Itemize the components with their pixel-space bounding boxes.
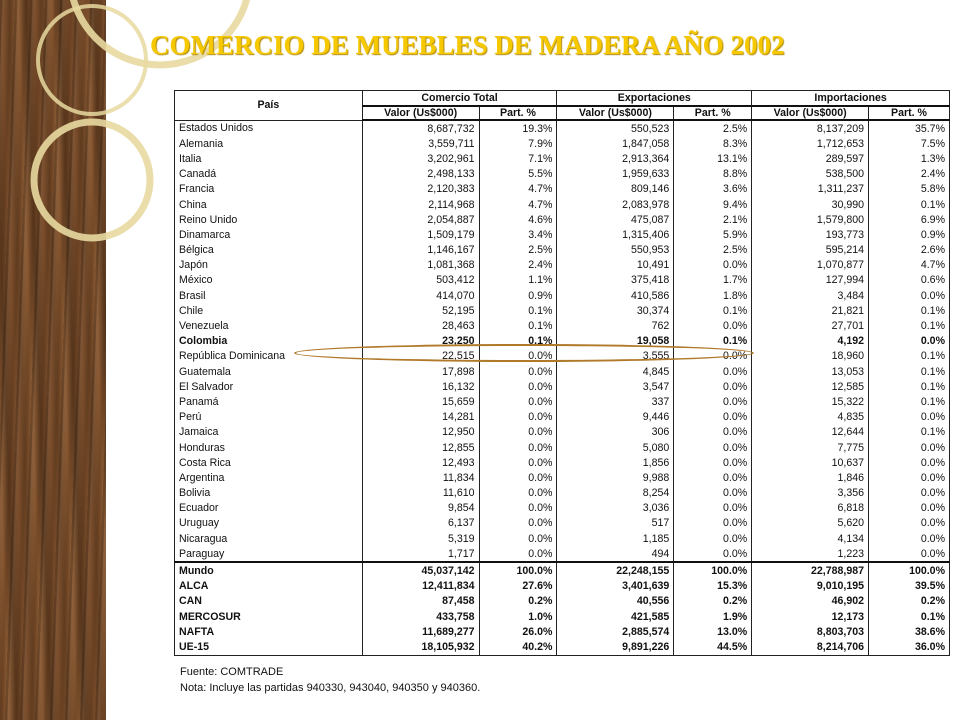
row-imp-valor: 1,311,237	[752, 182, 869, 197]
row-exp-part: 13.0%	[674, 624, 752, 639]
row-pais: Honduras	[175, 440, 363, 455]
row-imp-valor: 8,214,706	[752, 639, 869, 655]
row-imp-part: 0.1%	[869, 379, 950, 394]
row-total-valor: 18,105,932	[362, 639, 479, 655]
row-pais: Nicaragua	[175, 531, 363, 546]
row-exp-valor: 5,080	[557, 440, 674, 455]
row-exp-part: 44.5%	[674, 639, 752, 655]
row-exp-part: 0.0%	[674, 501, 752, 516]
row-exp-part: 8.8%	[674, 167, 752, 182]
row-total-part: 19.3%	[479, 120, 557, 136]
row-imp-valor: 30,990	[752, 197, 869, 212]
row-total-valor: 22,515	[362, 349, 479, 364]
subheader-exp-part: Part. %	[674, 106, 752, 120]
row-exp-valor: 3,555	[557, 349, 674, 364]
row-imp-part: 1.3%	[869, 151, 950, 166]
row-exp-valor: 550,953	[557, 243, 674, 258]
row-pais: Ecuador	[175, 501, 363, 516]
row-total-valor: 1,717	[362, 546, 479, 562]
row-pais: Francia	[175, 182, 363, 197]
row-total-part: 0.0%	[479, 470, 557, 485]
row-exp-part: 0.0%	[674, 546, 752, 562]
table-row	[175, 546, 950, 562]
row-exp-part: 15.3%	[674, 579, 752, 594]
row-total-part: 0.0%	[479, 394, 557, 409]
row-total-valor: 503,412	[362, 273, 479, 288]
row-total-valor: 2,120,383	[362, 182, 479, 197]
subheader-total-part: Part. %	[479, 106, 557, 120]
row-imp-valor: 12,173	[752, 609, 869, 624]
row-exp-valor: 8,254	[557, 486, 674, 501]
row-exp-part: 0.0%	[674, 364, 752, 379]
row-pais: Guatemala	[175, 364, 363, 379]
row-total-valor: 1,509,179	[362, 227, 479, 242]
row-imp-valor: 22,788,987	[752, 562, 869, 578]
row-imp-valor: 15,322	[752, 394, 869, 409]
row-total-valor: 6,137	[362, 516, 479, 531]
row-total-valor: 1,146,167	[362, 243, 479, 258]
row-exp-valor: 2,913,364	[557, 151, 674, 166]
table-row	[175, 470, 950, 485]
row-imp-part: 0.1%	[869, 364, 950, 379]
row-pais: CAN	[175, 594, 363, 609]
row-exp-valor: 809,146	[557, 182, 674, 197]
row-exp-valor: 475,087	[557, 212, 674, 227]
row-imp-valor: 8,137,209	[752, 120, 869, 136]
row-exp-part: 0.0%	[674, 394, 752, 409]
row-pais: Dinamarca	[175, 227, 363, 242]
row-total-part: 0.0%	[479, 501, 557, 516]
row-pais: Japón	[175, 258, 363, 273]
row-total-part: 0.9%	[479, 288, 557, 303]
table-row	[175, 579, 950, 594]
row-exp-valor: 22,248,155	[557, 562, 674, 578]
row-total-part: 2.4%	[479, 258, 557, 273]
row-imp-part: 0.0%	[869, 334, 950, 349]
row-exp-valor: 9,891,226	[557, 639, 674, 655]
row-pais: Brasil	[175, 288, 363, 303]
row-pais: Chile	[175, 303, 363, 318]
row-total-valor: 5,319	[362, 531, 479, 546]
table-row	[175, 486, 950, 501]
row-exp-valor: 40,556	[557, 594, 674, 609]
row-imp-valor: 4,835	[752, 410, 869, 425]
row-imp-part: 100.0%	[869, 562, 950, 578]
row-total-part: 1.0%	[479, 609, 557, 624]
row-total-valor: 3,202,961	[362, 151, 479, 166]
table-row	[175, 243, 950, 258]
row-imp-valor: 127,994	[752, 273, 869, 288]
row-pais: MERCOSUR	[175, 609, 363, 624]
row-exp-valor: 3,401,639	[557, 579, 674, 594]
row-imp-part: 0.1%	[869, 349, 950, 364]
subheader-total-valor: Valor (Us$000)	[362, 106, 479, 120]
row-pais: Bélgica	[175, 243, 363, 258]
row-imp-valor: 9,010,195	[752, 579, 869, 594]
row-imp-part: 0.0%	[869, 546, 950, 562]
row-imp-part: 6.9%	[869, 212, 950, 227]
row-imp-valor: 538,500	[752, 167, 869, 182]
row-total-part: 26.0%	[479, 624, 557, 639]
row-pais: Bolivia	[175, 486, 363, 501]
row-pais: Alemania	[175, 136, 363, 151]
row-exp-part: 1.9%	[674, 609, 752, 624]
row-exp-valor: 550,523	[557, 120, 674, 136]
row-total-part: 0.1%	[479, 318, 557, 333]
row-exp-valor: 2,083,978	[557, 197, 674, 212]
table-row	[175, 258, 950, 273]
table-row	[175, 379, 950, 394]
row-imp-valor: 7,775	[752, 440, 869, 455]
table-row	[175, 455, 950, 470]
row-pais: Mundo	[175, 562, 363, 578]
row-total-valor: 8,687,732	[362, 120, 479, 136]
row-total-part: 0.0%	[479, 379, 557, 394]
row-imp-part: 0.0%	[869, 470, 950, 485]
row-imp-part: 2.6%	[869, 243, 950, 258]
table-row	[175, 516, 950, 531]
row-total-part: 4.7%	[479, 197, 557, 212]
row-total-valor: 1,081,368	[362, 258, 479, 273]
row-total-valor: 12,411,834	[362, 579, 479, 594]
row-pais: Venezuela	[175, 318, 363, 333]
row-total-part: 4.6%	[479, 212, 557, 227]
row-total-valor: 45,037,142	[362, 562, 479, 578]
row-imp-valor: 595,214	[752, 243, 869, 258]
row-exp-part: 0.0%	[674, 455, 752, 470]
row-imp-valor: 13,053	[752, 364, 869, 379]
row-total-part: 4.7%	[479, 182, 557, 197]
row-exp-part: 0.0%	[674, 470, 752, 485]
row-exp-part: 0.1%	[674, 334, 752, 349]
row-total-part: 7.9%	[479, 136, 557, 151]
table-row	[175, 410, 950, 425]
row-total-valor: 12,950	[362, 425, 479, 440]
row-total-part: 40.2%	[479, 639, 557, 655]
row-pais: ALCA	[175, 579, 363, 594]
table-row	[175, 531, 950, 546]
row-imp-part: 0.1%	[869, 394, 950, 409]
table-row	[175, 273, 950, 288]
row-pais: China	[175, 197, 363, 212]
row-exp-valor: 410,586	[557, 288, 674, 303]
row-imp-valor: 1,223	[752, 546, 869, 562]
table-row	[175, 303, 950, 318]
row-exp-part: 100.0%	[674, 562, 752, 578]
row-total-part: 27.6%	[479, 579, 557, 594]
row-exp-valor: 3,547	[557, 379, 674, 394]
row-exp-part: 2.1%	[674, 212, 752, 227]
row-total-part: 0.1%	[479, 334, 557, 349]
table-row	[175, 318, 950, 333]
row-exp-valor: 9,988	[557, 470, 674, 485]
table-row	[175, 227, 950, 242]
row-imp-valor: 27,701	[752, 318, 869, 333]
row-total-part: 3.4%	[479, 227, 557, 242]
row-pais: El Salvador	[175, 379, 363, 394]
row-pais: Panamá	[175, 394, 363, 409]
row-total-part: 0.0%	[479, 425, 557, 440]
row-exp-part: 0.0%	[674, 486, 752, 501]
row-exp-part: 8.3%	[674, 136, 752, 151]
row-total-valor: 433,758	[362, 609, 479, 624]
row-total-valor: 15,659	[362, 394, 479, 409]
row-pais: Italia	[175, 151, 363, 166]
row-imp-valor: 12,644	[752, 425, 869, 440]
row-exp-valor: 375,418	[557, 273, 674, 288]
table-row	[175, 120, 950, 136]
row-total-part: 1.1%	[479, 273, 557, 288]
row-exp-valor: 762	[557, 318, 674, 333]
row-imp-valor: 1,070,877	[752, 258, 869, 273]
header-importaciones: Importaciones	[752, 91, 950, 107]
table-row	[175, 151, 950, 166]
table-row	[175, 609, 950, 624]
row-imp-valor: 5,620	[752, 516, 869, 531]
table-row	[175, 440, 950, 455]
table-row	[175, 425, 950, 440]
trade-table	[174, 90, 950, 656]
row-total-part: 0.1%	[479, 303, 557, 318]
row-imp-part: 7.5%	[869, 136, 950, 151]
row-imp-part: 0.1%	[869, 318, 950, 333]
row-pais: NAFTA	[175, 624, 363, 639]
table-body	[175, 120, 950, 655]
row-exp-valor: 1,959,633	[557, 167, 674, 182]
row-total-valor: 11,610	[362, 486, 479, 501]
row-imp-valor: 4,192	[752, 334, 869, 349]
row-exp-valor: 19,058	[557, 334, 674, 349]
slide-title: COMERCIO DE MUEBLES DE MADERA AÑO 2002	[150, 30, 785, 60]
row-total-part: 0.0%	[479, 486, 557, 501]
row-imp-part: 0.0%	[869, 531, 950, 546]
decorative-ring-small	[34, 122, 150, 238]
row-pais: Jamaica	[175, 425, 363, 440]
row-imp-valor: 1,579,800	[752, 212, 869, 227]
subheader-exp-valor: Valor (Us$000)	[557, 106, 674, 120]
row-imp-part: 0.1%	[869, 609, 950, 624]
row-exp-part: 0.0%	[674, 425, 752, 440]
row-exp-valor: 3,036	[557, 501, 674, 516]
row-imp-valor: 10,637	[752, 455, 869, 470]
row-pais: Uruguay	[175, 516, 363, 531]
row-imp-valor: 46,902	[752, 594, 869, 609]
row-imp-valor: 8,803,703	[752, 624, 869, 639]
table-row	[175, 639, 950, 655]
row-imp-part: 0.9%	[869, 227, 950, 242]
row-imp-part: 2.4%	[869, 167, 950, 182]
row-total-valor: 2,114,968	[362, 197, 479, 212]
row-pais: Canadá	[175, 167, 363, 182]
row-exp-valor: 1,856	[557, 455, 674, 470]
row-imp-part: 0.0%	[869, 288, 950, 303]
row-total-valor: 52,195	[362, 303, 479, 318]
row-pais: Argentina	[175, 470, 363, 485]
row-total-valor: 87,458	[362, 594, 479, 609]
row-exp-part: 0.1%	[674, 303, 752, 318]
row-imp-valor: 3,356	[752, 486, 869, 501]
row-total-valor: 2,054,887	[362, 212, 479, 227]
row-imp-part: 0.2%	[869, 594, 950, 609]
row-imp-valor: 18,960	[752, 349, 869, 364]
table-row	[175, 624, 950, 639]
row-imp-part: 0.6%	[869, 273, 950, 288]
row-pais: Perú	[175, 410, 363, 425]
row-imp-part: 0.0%	[869, 516, 950, 531]
table-row	[175, 136, 950, 151]
header-pais: País	[175, 91, 363, 121]
row-exp-part: 0.0%	[674, 410, 752, 425]
row-imp-part: 5.8%	[869, 182, 950, 197]
row-imp-valor: 6,818	[752, 501, 869, 516]
row-total-valor: 14,281	[362, 410, 479, 425]
row-exp-valor: 1,847,058	[557, 136, 674, 151]
row-total-part: 0.0%	[479, 364, 557, 379]
row-total-valor: 414,070	[362, 288, 479, 303]
row-total-part: 0.2%	[479, 594, 557, 609]
row-total-valor: 2,498,133	[362, 167, 479, 182]
subheader-imp-part: Part. %	[869, 106, 950, 120]
row-total-part: 0.0%	[479, 440, 557, 455]
row-imp-valor: 4,134	[752, 531, 869, 546]
row-exp-part: 1.8%	[674, 288, 752, 303]
row-imp-valor: 12,585	[752, 379, 869, 394]
row-exp-valor: 421,585	[557, 609, 674, 624]
row-total-valor: 3,559,711	[362, 136, 479, 151]
row-exp-part: 2.5%	[674, 243, 752, 258]
row-exp-valor: 4,845	[557, 364, 674, 379]
row-total-valor: 9,854	[362, 501, 479, 516]
row-total-part: 0.0%	[479, 546, 557, 562]
row-exp-valor: 10,491	[557, 258, 674, 273]
row-exp-part: 5.9%	[674, 227, 752, 242]
table-row	[175, 212, 950, 227]
row-imp-part: 0.1%	[869, 197, 950, 212]
row-exp-part: 0.0%	[674, 379, 752, 394]
colombia-highlight-ellipse	[294, 344, 754, 362]
row-pais: Colombia	[175, 334, 363, 349]
row-exp-part: 0.2%	[674, 594, 752, 609]
table-row	[175, 501, 950, 516]
row-total-part: 0.0%	[479, 349, 557, 364]
row-total-part: 0.0%	[479, 455, 557, 470]
row-exp-valor: 30,374	[557, 303, 674, 318]
row-exp-valor: 517	[557, 516, 674, 531]
source-note: Fuente: COMTRADE	[180, 666, 284, 678]
table-row	[175, 288, 950, 303]
row-exp-valor: 2,885,574	[557, 624, 674, 639]
row-exp-part: 2.5%	[674, 120, 752, 136]
table-row	[175, 594, 950, 609]
header-comercio-total: Comercio Total	[362, 91, 557, 107]
row-exp-part: 0.0%	[674, 531, 752, 546]
row-pais: Reino Unido	[175, 212, 363, 227]
row-pais: UE-15	[175, 639, 363, 655]
row-exp-part: 0.0%	[674, 318, 752, 333]
row-total-part: 7.1%	[479, 151, 557, 166]
row-total-valor: 28,463	[362, 318, 479, 333]
row-total-part: 0.0%	[479, 410, 557, 425]
row-exp-part: 0.0%	[674, 349, 752, 364]
row-total-part: 2.5%	[479, 243, 557, 258]
row-imp-valor: 289,597	[752, 151, 869, 166]
table-row	[175, 182, 950, 197]
row-total-valor: 17,898	[362, 364, 479, 379]
row-total-valor: 11,834	[362, 470, 479, 485]
row-total-valor: 11,689,277	[362, 624, 479, 639]
row-pais: República Dominicana	[175, 349, 363, 364]
table-row	[175, 394, 950, 409]
row-imp-valor: 1,846	[752, 470, 869, 485]
table-row	[175, 562, 950, 578]
row-exp-part: 0.0%	[674, 516, 752, 531]
row-imp-part: 0.1%	[869, 303, 950, 318]
row-imp-valor: 1,712,653	[752, 136, 869, 151]
row-pais: Estados Unidos	[175, 120, 363, 136]
row-total-part: 0.0%	[479, 531, 557, 546]
row-total-valor: 12,493	[362, 455, 479, 470]
row-exp-part: 0.0%	[674, 258, 752, 273]
row-exp-valor: 1,315,406	[557, 227, 674, 242]
row-total-valor: 23,250	[362, 334, 479, 349]
row-imp-part: 35.7%	[869, 120, 950, 136]
table-row	[175, 167, 950, 182]
table-row	[175, 197, 950, 212]
row-exp-part: 3.6%	[674, 182, 752, 197]
row-imp-part: 0.0%	[869, 501, 950, 516]
footnote: Nota: Incluye las partidas 940330, 943040, 940350 y 940360.	[180, 682, 481, 694]
row-exp-part: 0.0%	[674, 440, 752, 455]
row-pais: México	[175, 273, 363, 288]
row-exp-valor: 306	[557, 425, 674, 440]
row-total-valor: 16,132	[362, 379, 479, 394]
row-imp-part: 0.0%	[869, 455, 950, 470]
row-imp-part: 0.0%	[869, 486, 950, 501]
subheader-imp-valor: Valor (Us$000)	[752, 106, 869, 120]
row-imp-valor: 3,484	[752, 288, 869, 303]
table-row	[175, 364, 950, 379]
row-exp-valor: 494	[557, 546, 674, 562]
row-imp-part: 36.0%	[869, 639, 950, 655]
row-total-part: 0.0%	[479, 516, 557, 531]
row-total-part: 100.0%	[479, 562, 557, 578]
row-imp-part: 0.1%	[869, 425, 950, 440]
row-exp-valor: 1,185	[557, 531, 674, 546]
row-imp-part: 4.7%	[869, 258, 950, 273]
row-exp-valor: 9,446	[557, 410, 674, 425]
row-total-part: 5.5%	[479, 167, 557, 182]
row-pais: Paraguay	[175, 546, 363, 562]
row-imp-part: 38.6%	[869, 624, 950, 639]
row-imp-valor: 193,773	[752, 227, 869, 242]
row-exp-part: 1.7%	[674, 273, 752, 288]
row-imp-part: 0.0%	[869, 440, 950, 455]
row-total-valor: 12,855	[362, 440, 479, 455]
row-imp-part: 39.5%	[869, 579, 950, 594]
header-exportaciones: Exportaciones	[557, 91, 752, 107]
row-exp-part: 13.1%	[674, 151, 752, 166]
row-exp-valor: 337	[557, 394, 674, 409]
row-pais: Costa Rica	[175, 455, 363, 470]
row-imp-valor: 21,821	[752, 303, 869, 318]
row-imp-part: 0.0%	[869, 410, 950, 425]
row-exp-part: 9.4%	[674, 197, 752, 212]
